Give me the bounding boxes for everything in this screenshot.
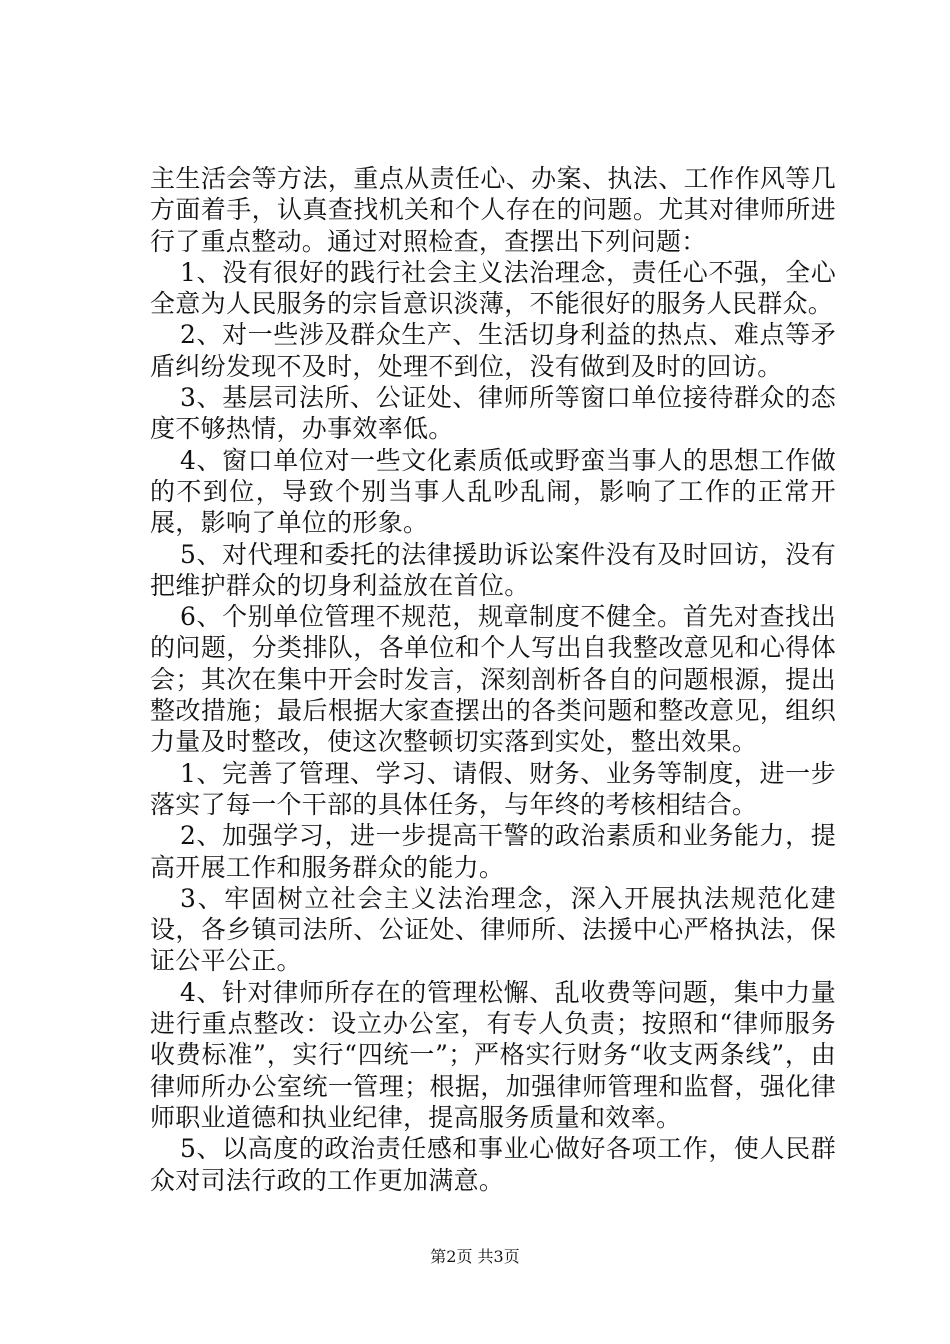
document-body bbox=[150, 163, 836, 1196]
page-number-footer: 第2页 共3页 bbox=[430, 1247, 520, 1266]
paragraph-measure-3: 3、牢固树立社会主义法治理念，深入开展执法规范化建设，各乡镇司法所、公证处、律师所、法援中心严格执法，保证公平公正。 bbox=[150, 883, 836, 976]
paragraph-problem-1: 1、没有很好的践行社会主义法治理念，责任心不强，全心全意为人民服务的宗旨意识淡薄，不能很好的服务人民群众。 bbox=[150, 257, 836, 319]
paragraph-problem-4: 4、窗口单位对一些文化素质低或野蛮当事人的思想工作做的不到位，导致个别当事人乱吵乱闹，影响了工作的正常开展，影响了单位的形象。 bbox=[150, 445, 836, 538]
paragraph-measure-1: 1、完善了管理、学习、请假、财务、业务等制度，进一步落实了每一个干部的具体任务，与年终的考核相结合。 bbox=[150, 758, 836, 819]
paragraph-measure-4: 4、针对律师所存在的管理松懈、乱收费等问题，集中力量进行重点整改：设立办公室，有专人负责；按照和“律师服务收费标准”，实行“四统一”；严格实行财务“收支两条线”，由律师所办公室统一管理；根据，加强律师管理和监督，强化律师职业道德和执业纪律，提高服务质量和效率。 bbox=[150, 977, 836, 1132]
paragraph-measure-2: 2、加强学习，进一步提高干警的政治素质和业务能力，提高开展工作和服务群众的能力。 bbox=[150, 821, 836, 882]
paragraph-problem-6: 6、个别单位管理不规范，规章制度不健全。首先对查找出的问题，分类排队，各单位和个人写出自我整改意见和心得体会；其次在集中开会时发言，深刻剖析各自的问题根源，提出整改措施；最后根据大家查摆出的各类问题和整改意见，组织力量及时整改，使这次整顿切实落到实处，整出效果。 bbox=[150, 602, 836, 757]
paragraph-problem-5: 5、对代理和委托的法律援助诉讼案件没有及时回访，没有把维护群众的切身利益放在首位。 bbox=[150, 539, 836, 600]
paragraph-problem-2: 2、对一些涉及群众生产、生活切身利益的热点、难点等矛盾纠纷发现不及时，处理不到位，没有做到及时的回访。 bbox=[150, 320, 836, 381]
paragraph-intro: 主生活会等方法，重点从责任心、办案、执法、工作作风等几方面着手，认真查找机关和个人存在的问题。尤其对律师所进行了重点整动。通过对照检查，查摆出下列问题： bbox=[150, 164, 836, 256]
paragraph-measure-5: 5、以高度的政治责任感和事业心做好各项工作，使人民群众对司法行政的工作更加满意。 bbox=[150, 1134, 836, 1195]
paragraph-problem-3: 3、基层司法所、公证处、律师所等窗口单位接待群众的态度不够热情，办事效率低。 bbox=[150, 383, 836, 444]
